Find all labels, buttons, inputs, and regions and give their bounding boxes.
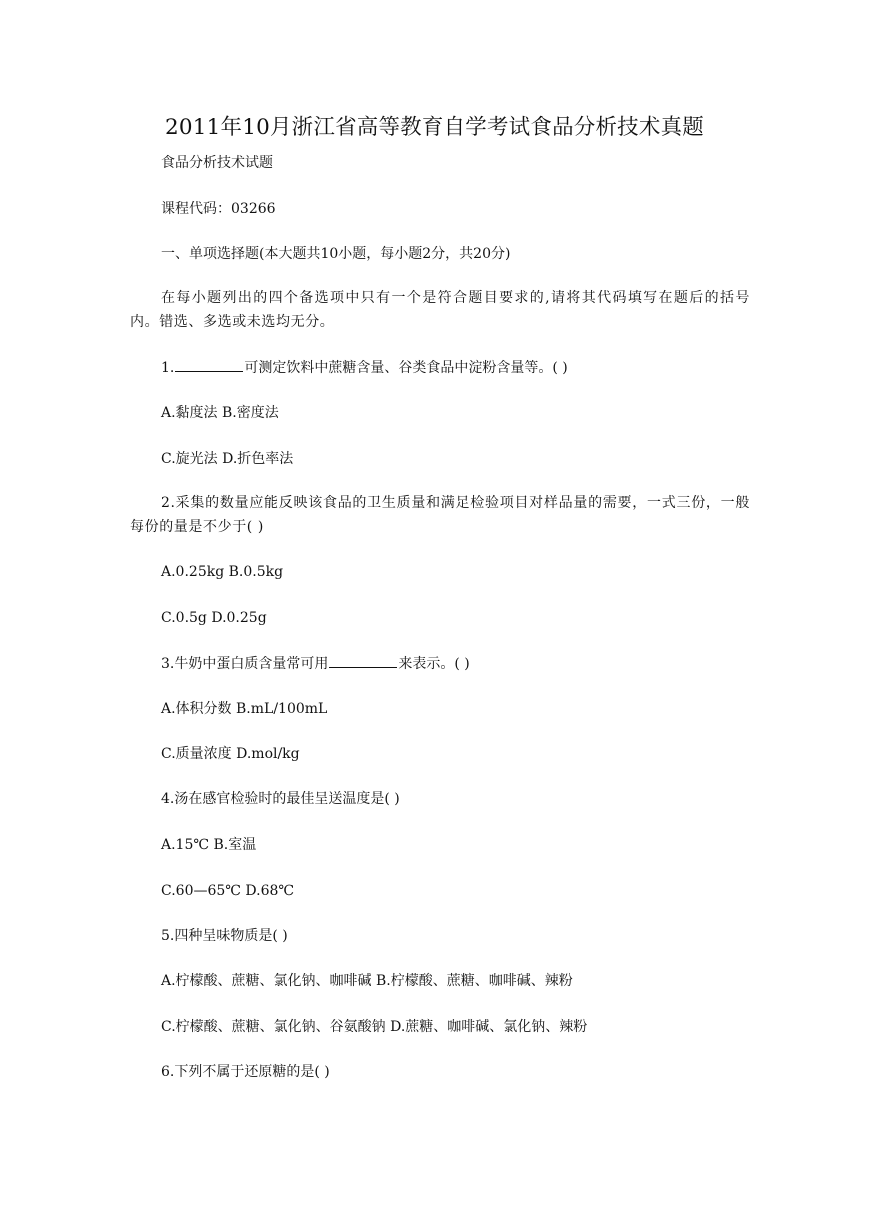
question-3-options-cd: C.质量浓度 D.mol/kg [161, 746, 300, 762]
question-2-options-ab: A.0.25kg B.0.5kg [161, 564, 284, 580]
question-3-stem [161, 653, 470, 674]
question-1-options-ab: A.黏度法 B.密度法 [161, 405, 279, 421]
question-4-options-ab: A.15℃ B.室温 [161, 837, 257, 853]
question-5-options-ab: A.柠檬酸、蔗糖、氯化钠、咖啡碱 B.柠檬酸、蔗糖、咖啡碱、辣粉 [161, 973, 573, 989]
question-2-options-cd: C.0.5g D.0.25g [161, 610, 267, 626]
question-3-options-ab: A.体积分数 B.mL/100mL [161, 701, 328, 717]
question-3-stem-after: 来表示。( ) [398, 656, 470, 672]
question-1-stem [161, 357, 568, 378]
answer-blank [175, 357, 243, 372]
question-4-options-cd: C.60—65℃ D.68℃ [161, 883, 295, 899]
question-1-stem-after: 可测定饮料中蔗糖含量、谷类食品中淀粉含量等。( ) [244, 360, 568, 376]
question-1-stem-before: 1. [161, 360, 175, 376]
question-1-options-cd: C.旋光法 D.折色率法 [161, 451, 294, 467]
question-5-stem: 5.四种呈味物质是( ) [161, 928, 288, 944]
question-5-options-cd: C.柠檬酸、蔗糖、氯化钠、谷氨酸钠 D.蔗糖、咖啡碱、氯化钠、辣粉 [161, 1019, 588, 1035]
question-4-stem: 4.汤在感官检验时的最佳呈送温度是( ) [161, 791, 400, 807]
document-title: 2011年10月浙江省高等教育自学考试食品分析技术真题 [165, 115, 704, 140]
section-heading: 一、单项选择题(本大题共10小题，每小题2分，共20分) [161, 246, 511, 262]
exam-subtitle: 食品分析技术试题 [161, 155, 273, 171]
answer-blank [329, 653, 397, 668]
question-2-stem: 2.采集的数量应能反映该食品的卫生质量和满足检验项目对样品量的需要，一式三份，一般每份的量是不少于( ) [130, 495, 750, 535]
course-code: 课程代码：03266 [161, 201, 276, 217]
question-6-stem: 6.下列不属于还原糖的是( ) [161, 1064, 330, 1080]
question-3-stem-before: 3.牛奶中蛋白质含量常可用 [161, 656, 329, 672]
instructions: 在每小题列出的四个备选项中只有一个是符合题目要求的,请将其代码填写在题后的括号内。错选、多选或未选均无分。 [130, 290, 750, 330]
